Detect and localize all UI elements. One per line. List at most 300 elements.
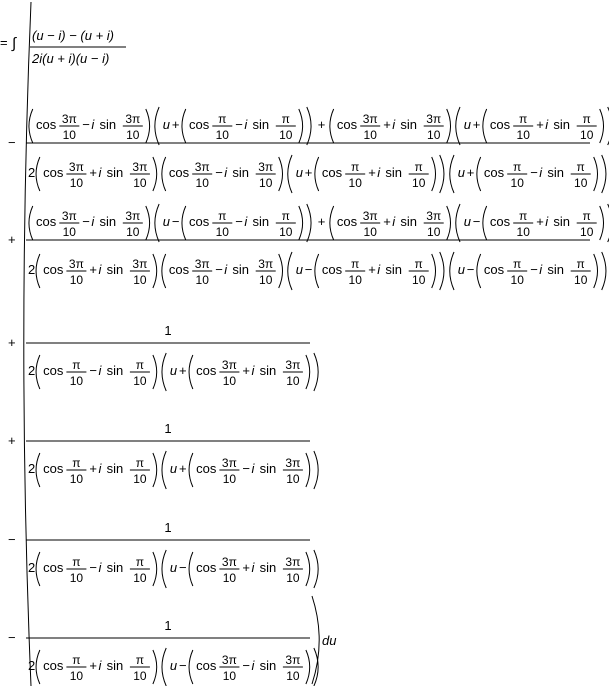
variable-u: u <box>169 461 178 476</box>
minus-sign: − <box>82 214 90 229</box>
fraction-denominator: 10 <box>412 273 426 287</box>
big-open-paren <box>24 2 31 686</box>
close-paren <box>306 650 310 684</box>
cos-function: cos <box>43 461 64 476</box>
sin-function: sin <box>106 560 124 575</box>
plus-sign: + <box>472 117 481 132</box>
variable-u: u <box>295 165 303 180</box>
open-paren <box>182 206 186 240</box>
fraction-denominator: 10 <box>133 472 147 486</box>
fraction-numerator: π <box>513 257 522 271</box>
cos-function: cos <box>321 262 343 277</box>
numerator-one: 1 <box>164 323 172 338</box>
open-paren <box>189 453 193 487</box>
imaginary-unit: i <box>545 117 549 132</box>
variable-u: u <box>463 214 471 229</box>
close-paren <box>153 453 157 487</box>
close-paren <box>306 552 310 586</box>
open-paren <box>477 254 481 288</box>
fraction-denominator: 10 <box>133 176 147 190</box>
fraction-numerator: π <box>351 257 360 271</box>
fraction-denominator: 10 <box>215 225 229 239</box>
close-paren <box>314 451 318 489</box>
cos-function: cos <box>483 165 505 180</box>
fraction-denominator: 10 <box>195 273 209 287</box>
plus-sign: + <box>317 214 326 229</box>
fraction-numerator: 3π <box>285 653 301 667</box>
fraction-numerator: π <box>582 209 591 223</box>
minus-sign: − <box>530 165 538 180</box>
close-paren <box>440 155 444 193</box>
fraction-numerator: 3π <box>258 257 274 271</box>
minus-sign: − <box>215 165 223 180</box>
sin-function: sin <box>400 214 418 229</box>
fraction-denominator: 10 <box>222 374 237 388</box>
cos-function: cos <box>336 214 358 229</box>
fraction-numerator: 3π <box>125 209 141 223</box>
open-paren <box>36 254 40 288</box>
close-paren <box>600 109 604 143</box>
close-paren <box>306 453 310 487</box>
fraction-denominator: 10 <box>222 472 237 486</box>
open-paren <box>450 155 454 193</box>
fraction-denominator: 10 <box>133 273 147 287</box>
fraction-numerator: 3π <box>426 209 442 223</box>
close-paren <box>306 355 310 389</box>
plus-sign: + <box>317 117 326 132</box>
cos-function: cos <box>483 262 505 277</box>
cos-function: cos <box>36 214 57 229</box>
cos-function: cos <box>196 363 217 378</box>
open-paren <box>29 206 33 240</box>
close-paren <box>432 254 436 288</box>
open-paren <box>330 206 334 240</box>
close-paren <box>594 254 598 288</box>
fraction-numerator: π <box>135 555 145 569</box>
open-paren <box>189 552 193 586</box>
digit: 2 <box>28 363 36 378</box>
open-paren <box>162 157 166 191</box>
cos-function: cos <box>196 560 217 575</box>
open-paren <box>162 254 166 288</box>
differential-du: du <box>322 633 337 648</box>
sin-function: sin <box>259 363 277 378</box>
fraction-denominator: 10 <box>62 128 76 142</box>
open-paren <box>189 355 193 389</box>
digit: 2 <box>28 262 36 277</box>
close-paren <box>440 252 444 290</box>
sin-function: sin <box>259 461 277 476</box>
plus-sign: + <box>171 117 180 132</box>
fraction-denominator: 10 <box>348 273 362 287</box>
minus-sign: − <box>530 262 538 277</box>
fraction-numerator: 3π <box>61 112 77 126</box>
fraction-denominator: 10 <box>69 374 84 388</box>
fraction-denominator: 10 <box>69 472 84 486</box>
fraction-denominator: 10 <box>516 225 530 239</box>
first-term-numerator: (u − i) − (u + i) <box>32 28 114 43</box>
close-paren <box>153 157 157 191</box>
imaginary-unit: i <box>98 560 102 575</box>
fraction-denominator: 10 <box>222 571 237 585</box>
fraction-denominator: 10 <box>69 273 84 287</box>
minus-sign: − <box>179 560 187 575</box>
fraction-numerator: 3π <box>362 112 378 126</box>
open-paren <box>477 157 481 191</box>
cos-function: cos <box>43 165 64 180</box>
minus-sign: − <box>171 214 180 229</box>
sin-function: sin <box>106 363 124 378</box>
sin-function: sin <box>106 165 124 180</box>
sin-function: sin <box>553 117 571 132</box>
imaginary-unit: i <box>224 262 228 277</box>
fraction-denominator: 10 <box>69 571 84 585</box>
plus-sign: + <box>368 262 376 277</box>
fraction-denominator: 10 <box>363 128 377 142</box>
integral-sign: ∫ <box>12 35 17 52</box>
imaginary-unit: i <box>377 262 381 277</box>
close-paren <box>602 155 606 193</box>
sin-function: sin <box>259 560 277 575</box>
fraction-numerator: 3π <box>132 160 148 174</box>
cos-function: cos <box>168 165 190 180</box>
sin-function: sin <box>252 117 270 132</box>
sin-function: sin <box>252 214 270 229</box>
fraction-numerator: π <box>218 112 227 126</box>
variable-u: u <box>463 117 471 132</box>
minus-sign: − <box>8 630 16 645</box>
open-paren <box>155 204 159 242</box>
open-paren <box>162 648 166 686</box>
plus-sign: + <box>89 461 97 476</box>
fraction-denominator: 10 <box>510 273 524 287</box>
close-paren <box>153 254 157 288</box>
open-paren <box>288 155 292 193</box>
close-paren <box>146 109 150 143</box>
close-paren <box>299 109 303 143</box>
fraction-numerator: 3π <box>132 257 148 271</box>
open-paren <box>36 650 40 684</box>
fraction-denominator: 10 <box>69 176 84 190</box>
sin-function: sin <box>106 461 124 476</box>
fraction-numerator: 3π <box>61 209 77 223</box>
minus-sign: − <box>89 363 97 378</box>
plus-sign: + <box>383 117 391 132</box>
open-paren <box>483 109 487 143</box>
fraction-denominator: 10 <box>574 176 588 190</box>
imaginary-unit: i <box>224 165 228 180</box>
fraction-numerator: π <box>351 160 360 174</box>
close-paren <box>314 353 318 391</box>
fraction-denominator: 10 <box>286 669 300 683</box>
imaginary-unit: i <box>91 214 95 229</box>
variable-u: u <box>169 560 178 575</box>
digit: 2 <box>28 461 36 476</box>
plus-sign: + <box>8 335 16 350</box>
fraction-numerator: π <box>513 160 522 174</box>
fraction-numerator: 3π <box>221 653 237 667</box>
first-term-denominator: 2i(u + i)(u − i) <box>32 51 110 66</box>
sin-function: sin <box>106 262 124 277</box>
fraction-numerator: 3π <box>362 209 378 223</box>
fraction-denominator: 10 <box>516 128 530 142</box>
fraction-numerator: 3π <box>285 456 301 470</box>
fraction-numerator: π <box>135 456 145 470</box>
close-paren <box>314 550 318 588</box>
open-paren <box>288 252 292 290</box>
close-paren <box>153 650 157 684</box>
fraction-numerator: 3π <box>221 555 237 569</box>
imaginary-unit: i <box>251 658 255 673</box>
fraction-numerator: π <box>218 209 227 223</box>
fraction-denominator: 10 <box>286 472 300 486</box>
imaginary-unit: i <box>392 214 396 229</box>
cos-function: cos <box>321 165 343 180</box>
variable-u: u <box>457 165 465 180</box>
open-paren <box>483 206 487 240</box>
imaginary-unit: i <box>98 363 102 378</box>
fraction-numerator: π <box>72 456 81 470</box>
fraction-denominator: 10 <box>133 571 147 585</box>
fraction-numerator: 3π <box>258 160 274 174</box>
plus-sign: + <box>466 165 475 180</box>
digit: 2 <box>28 165 36 180</box>
plus-sign: + <box>8 433 16 448</box>
fraction-denominator: 10 <box>133 374 147 388</box>
fraction-numerator: 3π <box>285 358 301 372</box>
plus-sign: + <box>89 658 97 673</box>
numerator-one: 1 <box>164 421 172 436</box>
cos-function: cos <box>43 658 64 673</box>
cos-function: cos <box>489 214 511 229</box>
fraction-numerator: 3π <box>125 112 141 126</box>
imaginary-unit: i <box>98 165 102 180</box>
numerator-one: 1 <box>164 618 172 633</box>
fraction-denominator: 10 <box>574 273 588 287</box>
sin-function: sin <box>106 658 124 673</box>
fraction-denominator: 10 <box>580 225 594 239</box>
fraction-numerator: π <box>281 209 290 223</box>
cos-function: cos <box>168 262 190 277</box>
fraction-numerator: π <box>135 653 145 667</box>
fraction-denominator: 10 <box>133 669 147 683</box>
open-paren <box>162 451 166 489</box>
imaginary-unit: i <box>545 214 549 229</box>
open-paren <box>36 157 40 191</box>
open-paren <box>456 107 460 145</box>
variable-u: u <box>169 658 178 673</box>
close-paren <box>307 204 311 242</box>
fraction-numerator: 3π <box>68 160 84 174</box>
variable-u: u <box>457 262 465 277</box>
cos-function: cos <box>489 117 511 132</box>
open-paren <box>36 453 40 487</box>
imaginary-unit: i <box>539 262 543 277</box>
sin-function: sin <box>547 165 565 180</box>
minus-sign: − <box>179 658 187 673</box>
sin-function: sin <box>385 262 403 277</box>
fraction-numerator: 3π <box>285 555 301 569</box>
sin-function: sin <box>259 658 277 673</box>
fraction-denominator: 10 <box>215 128 229 142</box>
plus-sign: + <box>242 363 250 378</box>
fraction-denominator: 10 <box>279 128 293 142</box>
variable-u: u <box>295 262 303 277</box>
plus-sign: + <box>536 117 544 132</box>
fraction-denominator: 10 <box>126 225 140 239</box>
open-paren <box>36 552 40 586</box>
fraction-denominator: 10 <box>363 225 377 239</box>
sin-function: sin <box>400 117 418 132</box>
cos-function: cos <box>43 560 64 575</box>
sin-function: sin <box>547 262 565 277</box>
plus-sign: + <box>89 165 97 180</box>
sin-function: sin <box>99 214 117 229</box>
close-paren <box>279 157 283 191</box>
plus-sign: + <box>89 262 97 277</box>
variable-u: u <box>169 363 178 378</box>
imaginary-unit: i <box>244 214 248 229</box>
fraction-numerator: 3π <box>221 456 237 470</box>
minus-sign: − <box>8 532 16 547</box>
fraction-denominator: 10 <box>222 669 237 683</box>
fraction-denominator: 10 <box>195 176 209 190</box>
fraction-denominator: 10 <box>259 273 273 287</box>
fraction-numerator: 3π <box>426 112 442 126</box>
minus-sign: − <box>466 262 475 277</box>
cos-function: cos <box>43 262 64 277</box>
cos-function: cos <box>196 658 217 673</box>
fraction-numerator: 3π <box>194 160 210 174</box>
fraction-numerator: π <box>72 653 81 667</box>
open-paren <box>29 109 33 143</box>
open-paren <box>315 157 319 191</box>
imaginary-unit: i <box>98 262 102 277</box>
imaginary-unit: i <box>377 165 381 180</box>
open-paren <box>162 550 166 588</box>
sin-function: sin <box>232 262 250 277</box>
sin-function: sin <box>232 165 250 180</box>
fraction-numerator: π <box>576 160 585 174</box>
cos-function: cos <box>43 363 64 378</box>
fraction-numerator: π <box>582 112 591 126</box>
close-paren <box>279 254 283 288</box>
imaginary-unit: i <box>98 461 102 476</box>
fraction-numerator: π <box>519 209 528 223</box>
fraction-denominator: 10 <box>427 128 441 142</box>
fraction-denominator: 10 <box>259 176 273 190</box>
digit: 2 <box>28 560 36 575</box>
close-paren <box>153 355 157 389</box>
digit: 2 <box>28 658 36 673</box>
fraction-denominator: 10 <box>510 176 524 190</box>
minus-sign: − <box>235 117 243 132</box>
close-paren <box>447 109 451 143</box>
close-paren <box>299 206 303 240</box>
fraction-denominator: 10 <box>126 128 140 142</box>
sin-function: sin <box>385 165 403 180</box>
open-paren <box>315 254 319 288</box>
close-paren <box>307 107 311 145</box>
imaginary-unit: i <box>251 560 255 575</box>
minus-sign: − <box>242 658 250 673</box>
imaginary-unit: i <box>251 363 255 378</box>
imaginary-unit: i <box>91 117 95 132</box>
fraction-numerator: π <box>414 160 423 174</box>
plus-sign: + <box>8 232 16 247</box>
plus-sign: + <box>179 461 187 476</box>
variable-u: u <box>162 214 171 229</box>
cos-function: cos <box>196 461 217 476</box>
fraction-numerator: π <box>414 257 423 271</box>
fraction-numerator: π <box>135 358 145 372</box>
plus-sign: + <box>368 165 376 180</box>
fraction-denominator: 10 <box>348 176 362 190</box>
numerator-one: 1 <box>164 520 172 535</box>
close-paren <box>153 552 157 586</box>
fraction-denominator: 10 <box>427 225 441 239</box>
fraction-denominator: 10 <box>412 176 426 190</box>
variable-u: u <box>162 117 171 132</box>
sin-function: sin <box>553 214 571 229</box>
minus-sign: − <box>215 262 223 277</box>
minus-sign: − <box>242 461 250 476</box>
open-paren <box>182 109 186 143</box>
close-paren <box>600 206 604 240</box>
cos-function: cos <box>336 117 358 132</box>
open-paren <box>36 355 40 389</box>
open-paren <box>330 109 334 143</box>
minus-sign: − <box>89 560 97 575</box>
open-paren <box>450 252 454 290</box>
plus-sign: + <box>304 165 313 180</box>
cos-function: cos <box>189 214 210 229</box>
fraction-numerator: π <box>72 555 81 569</box>
fraction-denominator: 10 <box>580 128 594 142</box>
imaginary-unit: i <box>539 165 543 180</box>
fraction-numerator: π <box>576 257 585 271</box>
plus-sign: + <box>383 214 391 229</box>
fraction-denominator: 10 <box>69 669 84 683</box>
minus-sign: − <box>304 262 313 277</box>
plus-sign: + <box>242 560 250 575</box>
close-paren <box>594 157 598 191</box>
cos-function: cos <box>189 117 210 132</box>
sin-function: sin <box>99 117 117 132</box>
open-paren <box>189 650 193 684</box>
fraction-numerator: π <box>519 112 528 126</box>
imaginary-unit: i <box>244 117 248 132</box>
close-paren <box>602 252 606 290</box>
minus-sign: − <box>8 135 16 150</box>
fraction-denominator: 10 <box>279 225 293 239</box>
fraction-numerator: π <box>281 112 290 126</box>
close-paren <box>146 206 150 240</box>
close-paren <box>432 157 436 191</box>
plus-sign: + <box>536 214 544 229</box>
fraction-numerator: 3π <box>68 257 84 271</box>
fraction-denominator: 10 <box>62 225 76 239</box>
fraction-denominator: 10 <box>286 571 300 585</box>
imaginary-unit: i <box>392 117 396 132</box>
fraction-numerator: 3π <box>221 358 237 372</box>
equals-sign: = <box>0 35 8 50</box>
open-paren <box>456 204 460 242</box>
minus-sign: − <box>235 214 243 229</box>
imaginary-unit: i <box>98 658 102 673</box>
close-paren <box>447 206 451 240</box>
imaginary-unit: i <box>251 461 255 476</box>
